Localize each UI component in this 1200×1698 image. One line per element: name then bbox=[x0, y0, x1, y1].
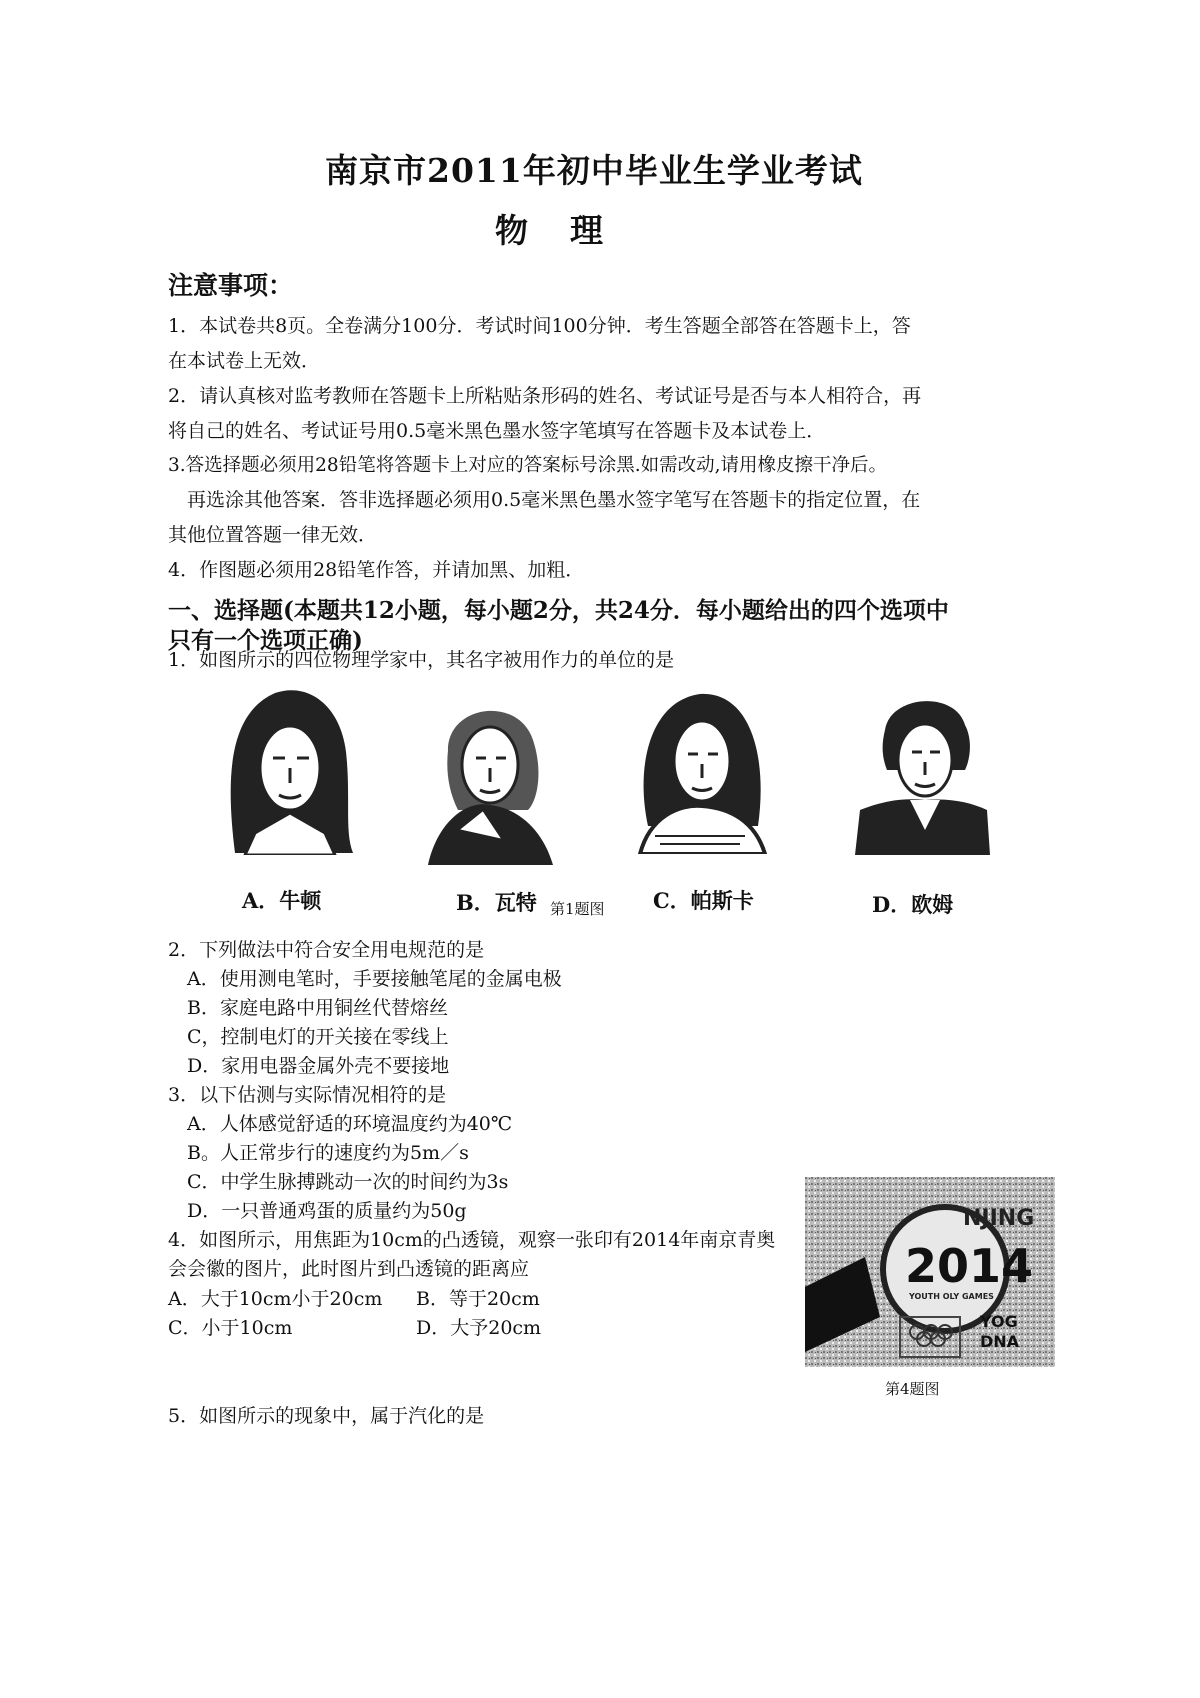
notice-line: 再选涂其他答案．答非选择题必须用0.5毫米黑色墨水签字笔写在答题卡的指定位置，在 bbox=[187, 489, 921, 511]
q3-option-a: A．人体感觉舒适的环境温度约为40℃ bbox=[187, 1113, 513, 1135]
q3-option-d: D．一只普通鸡蛋的质量约为50g bbox=[187, 1200, 467, 1222]
notice-line: 1．本试卷共8页。全卷满分100分．考试时间100分钟．考生答题全部答在答题卡上，答 bbox=[168, 315, 911, 337]
figure-caption: 第1题图 bbox=[550, 900, 605, 918]
q2-option-d: D．家用电器金属外壳不要接地 bbox=[187, 1055, 450, 1077]
question-stem: 4．如图所示，用焦距为10cm的凸透镜，观察一张印有2014年南京青奥 bbox=[168, 1229, 776, 1251]
q4-option-b: B．等于20cm bbox=[416, 1288, 540, 1310]
notice-line: 4．作图题必须用28铅笔作答，并请加黑、加粗． bbox=[168, 559, 585, 581]
q4-option-c: C．小于10cm bbox=[168, 1317, 293, 1339]
q3-option-c: C．中学生脉搏跳动一次的时间约为3s bbox=[187, 1171, 509, 1193]
page-title: 南京市2011年初中毕业生学业考试 bbox=[325, 151, 863, 190]
notice-line: 将自己的姓名、考试证号用0.5毫米黑色墨水签字笔填写在答题卡及本试卷上． bbox=[168, 420, 826, 442]
section-heading: 只有一个选项正确) bbox=[168, 627, 363, 654]
question-stem: 3．以下估测与实际情况相符的是 bbox=[168, 1084, 447, 1106]
question-stem: 2．下列做法中符合安全用电规范的是 bbox=[168, 939, 485, 961]
notice-line: 2．请认真核对监考教师在答题卡上所粘贴条形码的姓名、考试证号是否与本人相符合，再 bbox=[168, 385, 922, 407]
section-heading: 一、选择题(本题共12小题，每小题2分，共24分．每小题给出的四个选项中 bbox=[168, 597, 949, 624]
question-stem: 会会徽的图片，此时图片到凸透镜的距离应 bbox=[168, 1258, 530, 1280]
portrait-newton-image bbox=[215, 683, 355, 855]
q4-option-a: A．大于10cm小于20cm bbox=[168, 1288, 383, 1310]
question-stem: 1．如图所示的四位物理学家中，其名字被用作力的单位的是 bbox=[168, 649, 675, 671]
notice-line: 其他位置答题一律无效． bbox=[168, 524, 378, 546]
magnifier-photo-image bbox=[805, 1177, 1055, 1367]
photo-text-dna: DNA bbox=[980, 1332, 1020, 1351]
photo-text-year: 2014 bbox=[905, 1239, 1034, 1293]
q4-option-d: D．大予20cm bbox=[416, 1317, 542, 1339]
portrait-ohm-image bbox=[855, 690, 990, 855]
question-stem: 5．如图所示的现象中，属于汽化的是 bbox=[168, 1405, 485, 1427]
photo-text-sub: YOUTH OLY GAMES bbox=[909, 1292, 994, 1301]
portrait-pascal-image bbox=[630, 686, 770, 854]
q1-option-a: A．牛顿 bbox=[242, 888, 322, 913]
figure-caption: 第4题图 bbox=[885, 1380, 940, 1398]
notice-line: 在本试卷上无效． bbox=[168, 350, 321, 372]
photo-text-top: NJING bbox=[963, 1206, 1035, 1231]
q1-option-d: D．欧姆 bbox=[872, 892, 954, 917]
q1-option-c: C．帕斯卡 bbox=[653, 888, 754, 913]
q2-option-a: A．使用测电笔时，手要接触笔尾的金属电极 bbox=[187, 968, 562, 990]
q1-option-b: B．瓦特 bbox=[456, 890, 537, 915]
q2-option-c: C，控制电灯的开关接在零线上 bbox=[187, 1026, 449, 1048]
portrait-watt-image bbox=[418, 690, 558, 865]
notice-heading: 注意事项： bbox=[168, 271, 294, 300]
photo-text-yog: YOG bbox=[980, 1312, 1018, 1331]
notice-line: 3.答选择题必须用28铅笔将答题卡上对应的答案标号涂黑.如需改动,请用橡皮擦干净后。 bbox=[168, 455, 887, 476]
subject-title: 物理 bbox=[495, 211, 645, 250]
q3-option-b: B。人正常步行的速度约为5m／s bbox=[187, 1142, 469, 1164]
q2-option-b: B．家庭电路中用铜丝代替熔丝 bbox=[187, 997, 448, 1019]
